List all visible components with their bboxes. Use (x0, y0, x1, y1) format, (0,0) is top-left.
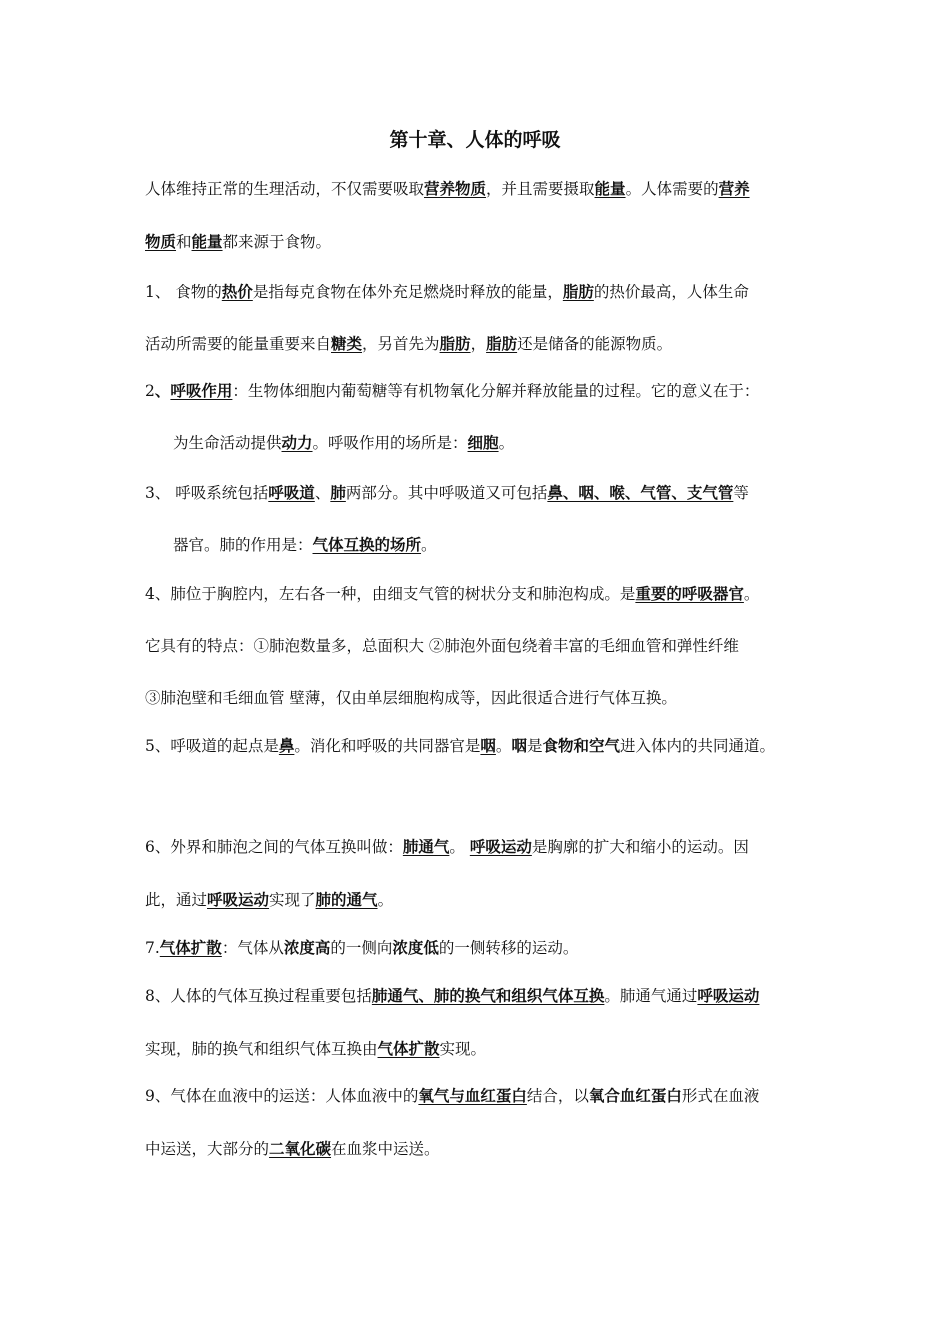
text-segment: 进入体内的共同通道。 (619, 737, 775, 755)
text-segment: 。 (449, 838, 470, 856)
bold-term: 咽 (511, 737, 527, 755)
text-segment: 器官。肺的作用是： (173, 536, 313, 554)
text-segment: 在血浆中运送。 (331, 1140, 440, 1158)
text-segment: 人体维持正常的生理活动，不仅需要吸取 (145, 180, 425, 198)
bold-term: 氧合血红蛋白 (588, 1087, 682, 1105)
text-segment: 7. (145, 939, 160, 957)
text-segment: 2 (145, 382, 155, 400)
key-term: 细胞 (467, 434, 499, 452)
bold-term: 浓度高 (283, 939, 331, 957)
text-segment: 。呼吸作用的场所是： (312, 434, 468, 452)
text-segment: 是指每克食物在体外充足燃烧时释放的能量， (252, 283, 563, 301)
text-segment: 活动所需要的能量重要来自 (145, 335, 332, 353)
text-segment: ：气体从 (221, 939, 284, 957)
key-term: 动力 (281, 434, 313, 452)
key-term: 二氧化碳 (269, 1140, 332, 1158)
text-segment: 是胸廓的扩大和缩小的运动。因 (531, 838, 749, 856)
key-term: 氧气与血红蛋白 (418, 1087, 527, 1105)
text-segment: 还是储备的能源物质。 (517, 335, 673, 353)
key-term: 咽 (480, 737, 496, 755)
key-term: 鼻 (278, 737, 295, 755)
text-segment: ，另首先为 (362, 335, 440, 353)
text-segment: 实现了 (269, 891, 316, 909)
text-segment: 5、呼吸道的起点是 (145, 737, 279, 755)
text-segment: 的热价最高，人体生命 (593, 283, 749, 301)
text-segment: ：生物体细胞内葡萄糖等有机物氧化分解并释放能量的过程。它的意义在于： (232, 382, 760, 400)
key-term: 脂肪 (562, 283, 594, 301)
key-term: 气体扩散 (159, 939, 222, 957)
key-term: 重要的呼吸器官 (635, 585, 744, 603)
key-term: 鼻、咽、喉、气管、支气管 (547, 484, 734, 502)
text-segment: 和 (176, 233, 192, 251)
key-term: 脂肪 (439, 335, 471, 353)
paragraph-line (145, 635, 739, 657)
paragraph-line (145, 178, 750, 200)
key-term: 能量 (594, 180, 626, 198)
paragraph-line (145, 985, 759, 1007)
text-segment: 。 (495, 737, 512, 755)
paragraph-line (173, 432, 514, 454)
text-segment: 。消化和呼吸的共同器官是 (294, 737, 481, 755)
key-term: 热价 (221, 283, 253, 301)
text-segment: 是 (526, 737, 543, 755)
paragraph-line (145, 889, 393, 911)
key-term: 脂肪 (486, 335, 518, 353)
paragraph-line (145, 333, 672, 355)
key-term: 糖类 (331, 335, 363, 353)
text-segment: 。 (421, 536, 437, 554)
text-segment: 结合，以 (526, 1087, 589, 1105)
key-term: 呼吸道 (268, 484, 315, 502)
paragraph-line (145, 687, 677, 709)
text-segment: ③肺泡壁和毛细血管 壁薄，仅由单层细胞构成等，因此很适合进行气体互换。 (145, 689, 677, 707)
paragraph-line (173, 534, 437, 556)
paragraph-line (145, 836, 749, 858)
text-segment: 都来源于食物。 (222, 233, 332, 251)
paragraph-line (145, 380, 759, 402)
text-segment: 9、气体在血液中的运送：人体血液中的 (145, 1087, 419, 1105)
key-term: 肺的通气 (315, 891, 378, 909)
text-segment: 实现，肺的换气和组织气体互换由 (145, 1040, 378, 1058)
text-segment: 、 (314, 484, 331, 502)
text-segment: 。人体需要的 (625, 180, 719, 198)
text-segment: 。 (377, 891, 394, 909)
key-term: 营养 (718, 180, 750, 198)
text-segment: 3、 呼吸系统包括 (145, 484, 269, 502)
paragraph-line (145, 482, 749, 504)
chapter-title: 第十章、人体的呼吸 (389, 129, 561, 151)
text-segment: 8、人体的气体互换过程重要包括 (145, 987, 372, 1005)
key-term: 肺通气 (402, 838, 450, 856)
key-term: 呼吸作用 (170, 382, 233, 400)
key-term: 呼吸运动 (207, 891, 270, 909)
key-term: 呼吸运动 (469, 838, 532, 856)
paragraph-line (145, 1038, 486, 1060)
key-term: 气体扩散 (377, 1040, 440, 1058)
paragraph-line (145, 937, 578, 959)
key-term: 能量 (191, 233, 223, 251)
text-segment: 。肺通气通过 (604, 987, 698, 1005)
text-segment: 两部分。其中呼吸道又可包括 (345, 484, 548, 502)
text-segment: 4、肺位于胸腔内，左右各一种，由细支气管的树状分支和肺泡构成。是 (145, 585, 636, 603)
paragraph-line (145, 1085, 759, 1107)
text-segment: 此，通过 (145, 891, 208, 909)
key-term: 营养物质 (424, 180, 487, 198)
bold-term: 浓度低 (392, 939, 439, 957)
text-segment: 1、 食物的 (145, 283, 222, 301)
text-segment: 。 (498, 434, 515, 452)
key-term: 肺 (330, 484, 346, 502)
paragraph-line (145, 735, 775, 757)
key-term: 呼吸运动 (697, 987, 760, 1005)
text-segment: 为生命活动提供 (173, 434, 282, 452)
text-segment: 的一侧向 (330, 939, 393, 957)
text-segment: 。 (743, 585, 760, 603)
paragraph-line (145, 281, 749, 303)
bold-term: 食物和空气 (542, 737, 620, 755)
key-term: 物质 (145, 233, 177, 251)
text-segment: 它具有的特点：①肺泡数量多，总面积大 ②肺泡外面包绕着丰富的毛细血管和弹性纤维 (145, 637, 739, 655)
key-term: 气体互换的场所 (312, 536, 422, 554)
bold-term: 、 (154, 382, 171, 400)
key-term: 肺通气、肺的换气和组织气体互换 (371, 987, 605, 1005)
text-segment: 6、外界和肺泡之间的气体互换叫做： (145, 838, 403, 856)
text-segment: ， (470, 335, 487, 353)
text-segment: 的一侧转移的运动。 (438, 939, 579, 957)
text-segment: 中运送，大部分的 (145, 1140, 270, 1158)
text-segment: 形式在血液 (681, 1087, 760, 1105)
paragraph-line (145, 231, 331, 253)
text-segment: 等 (733, 484, 749, 502)
paragraph-line (145, 1138, 440, 1160)
text-segment: ，并且需要摄取 (486, 180, 595, 198)
text-segment: 实现。 (439, 1040, 487, 1058)
paragraph-line (145, 583, 759, 605)
